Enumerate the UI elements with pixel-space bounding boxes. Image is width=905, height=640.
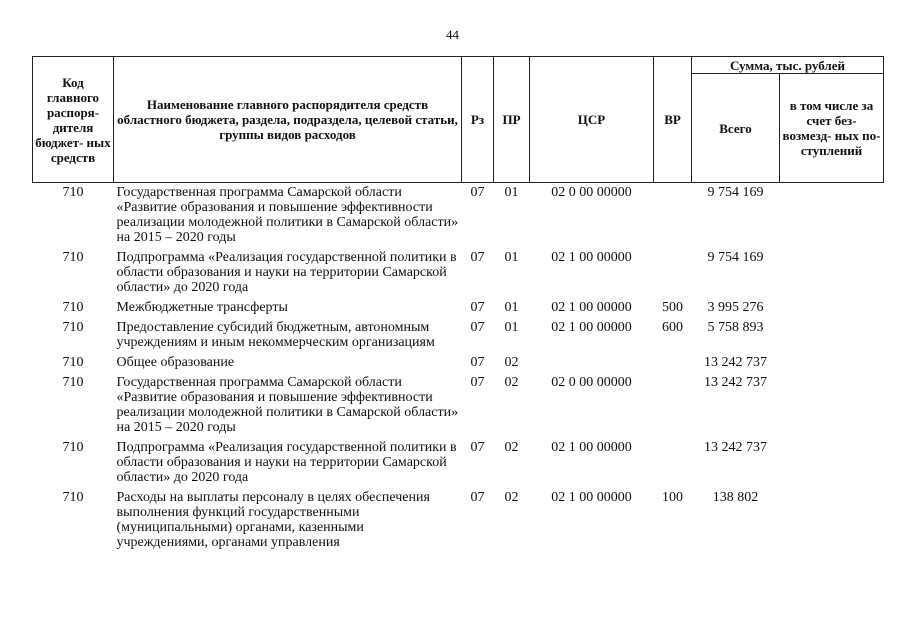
table-row [33,248,884,298]
cell-code: 710 [62,490,84,505]
cell-total: 5 758 893 [707,320,764,335]
cell-csr: 02 1 00 00000 [551,320,632,335]
table-row [33,438,884,488]
cell-pr: 01 [504,300,519,315]
cell-rz: 07 [470,320,485,335]
cell-name: Расходы на выплаты персоналу в целях обеспечения выполнения функций государственными (муниципальными) органами, казенными учреждениями, органами управления [116,490,430,550]
cell-pr: 02 [504,440,519,455]
cell-rz: 07 [470,355,485,370]
cell-csr: 02 0 00 00000 [551,185,632,200]
cell-name: Межбюджетные трансферты [116,300,288,315]
header-row-top [33,57,884,74]
cell-grant [780,353,884,373]
cell-csr: 02 0 00 00000 [551,375,632,390]
cell-code: 710 [62,375,84,390]
cell-grant [780,488,884,553]
cell-total: 9 754 169 [707,250,764,265]
cell-csr [530,353,654,373]
table-row [33,353,884,373]
cell-vr [654,353,692,373]
cell-vr: 600 [662,320,683,335]
cell-grant [780,183,884,249]
cell-name: Подпрограмма «Реализация государственной политики в области образования и науки на территории Самарской области» до 2020 года [116,440,457,485]
cell-code: 710 [62,250,84,265]
cell-name: Подпрограмма «Реализация государственной политики в области образования и науки на территории Самарской области» до 2020 года [116,250,457,295]
cell-total: 13 242 737 [704,375,767,390]
cell-code: 710 [62,355,84,370]
cell-pr: 01 [504,320,519,335]
table-row [33,183,884,249]
cell-total: 13 242 737 [704,355,767,370]
cell-total: 13 242 737 [704,440,767,455]
cell-rz: 07 [470,375,485,390]
header-pr: ПР [494,57,530,183]
cell-code: 710 [62,440,84,455]
cell-grant [780,318,884,353]
cell-csr: 02 1 00 00000 [551,490,632,505]
cell-pr: 02 [504,375,519,390]
table-row [33,488,884,553]
header-sum: Сумма, тыс. рублей [692,57,884,74]
cell-csr: 02 1 00 00000 [551,300,632,315]
cell-code: 710 [62,320,84,335]
header-vr: ВР [654,57,692,183]
cell-csr: 02 1 00 00000 [551,250,632,265]
table-row [33,298,884,318]
header-name: Наименование главного распорядителя средств областного бюджета, раздела, подраздела, целевой статьи, группы видов расходов [114,57,462,183]
header-code: Код главного распоря- дителя бюджет- ных средств [33,57,114,183]
cell-csr: 02 1 00 00000 [551,440,632,455]
cell-grant [780,248,884,298]
cell-code: 710 [62,185,84,200]
cell-name: Предоставление субсидий бюджетным, автономным учреждениям и иным некоммерческим организациям [116,320,435,350]
cell-rz: 07 [470,440,485,455]
cell-rz: 07 [470,490,485,505]
cell-name: Общее образование [116,355,235,370]
header-total: Всего [692,74,780,183]
cell-vr [654,248,692,298]
cell-pr: 02 [504,490,519,505]
cell-grant [780,438,884,488]
cell-code: 710 [62,300,84,315]
cell-pr: 01 [504,185,519,200]
cell-rz: 07 [470,250,485,265]
cell-grant [780,298,884,318]
cell-vr [654,438,692,488]
budget-table [32,56,884,553]
cell-rz: 07 [470,185,485,200]
table-body [33,183,884,554]
table-row [33,373,884,438]
cell-grant [780,373,884,438]
cell-rz: 07 [470,300,485,315]
cell-vr [654,183,692,249]
header-grant: в том числе за счет без- возмезд- ных по- ступлений [780,74,884,183]
cell-total: 9 754 169 [707,185,764,200]
cell-vr [654,373,692,438]
header-csr: ЦСР [530,57,654,183]
cell-vr: 500 [662,300,683,315]
cell-pr: 01 [504,250,519,265]
cell-pr: 02 [504,355,519,370]
header-rz: Рз [462,57,494,183]
cell-name: Государственная программа Самарской области «Развитие образования и повышение эффективности реализации молодежной политики в Самарской области» на 2015 – 2020 годы [116,375,459,435]
cell-name: Государственная программа Самарской области «Развитие образования и повышение эффективности реализации молодежной политики в Самарской области» на 2015 – 2020 годы [116,185,459,245]
cell-total: 138 802 [712,490,759,505]
table-row [33,318,884,353]
cell-vr: 100 [662,490,683,505]
cell-total: 3 995 276 [707,300,764,315]
page-number: 44 [446,27,459,42]
